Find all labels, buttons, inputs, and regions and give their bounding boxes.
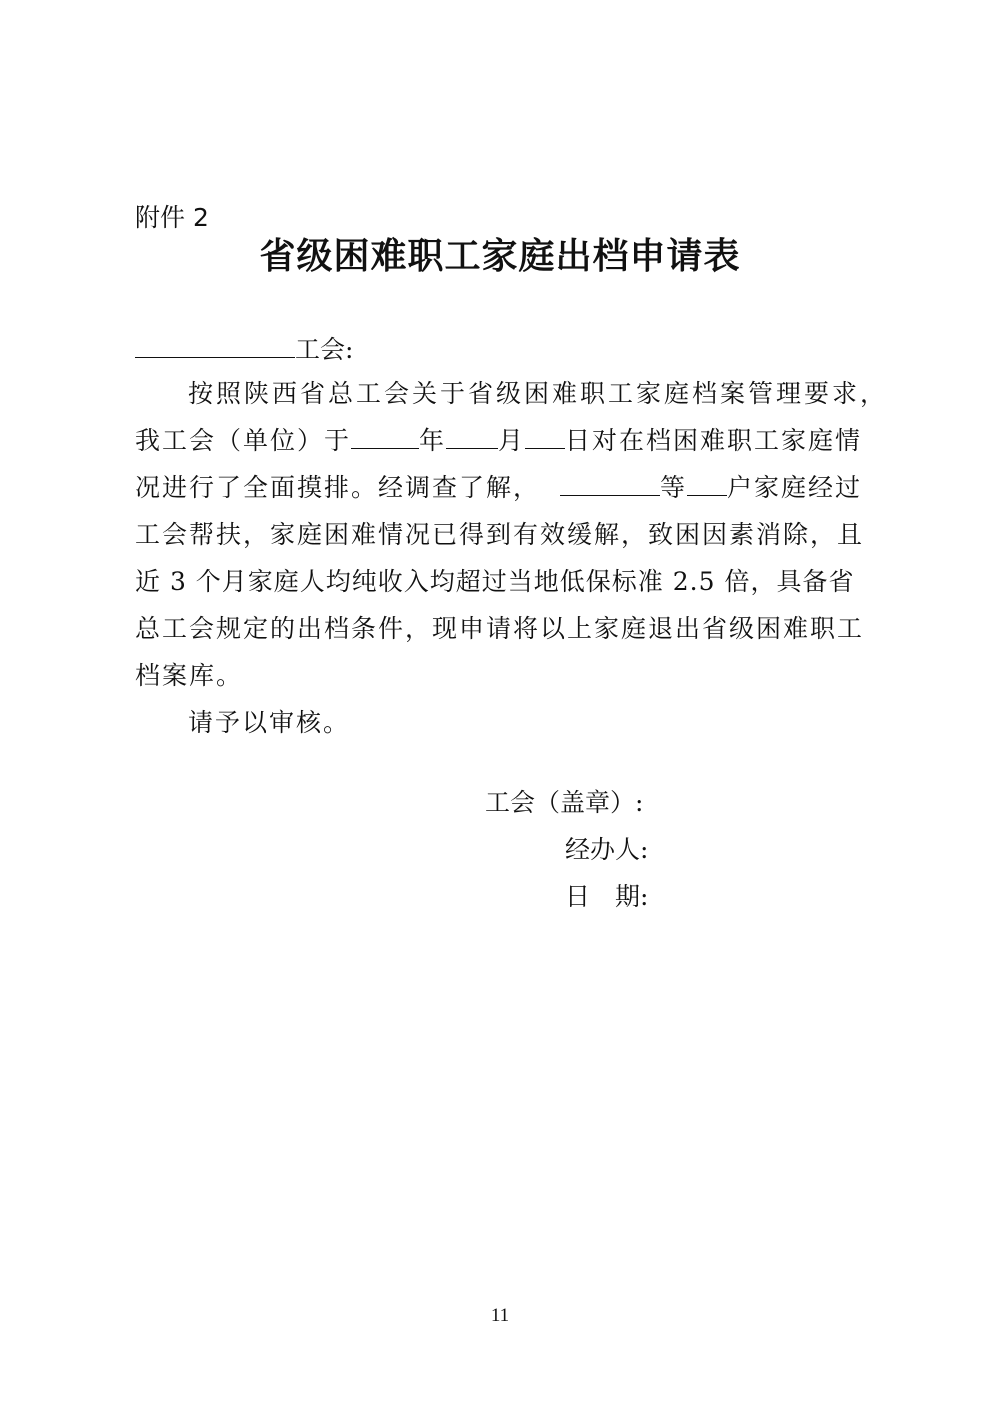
survey-text: 况进行了全面摸排。经调查了解， (135, 473, 541, 502)
review-request: 请予以审核。 (188, 708, 351, 737)
addressee-blank (135, 335, 295, 358)
date-label: 日 期: (565, 882, 649, 911)
body-line-4: 工会帮扶，家庭困难情况已得到有效缓解，致困因素消除，且 (135, 520, 865, 549)
addressee-line (135, 330, 353, 366)
names-blank (560, 473, 660, 496)
year-blank (351, 426, 419, 449)
body-line-1: 按照陕西省总工会关于省级困难职工家庭档案管理要求， (188, 379, 889, 408)
year-label: 年 (419, 426, 447, 455)
page-number: 11 (490, 1305, 510, 1326)
body-line-6: 总工会规定的出档条件，现申请将以上家庭退出省级困难职工 (135, 614, 865, 643)
day-blank (525, 426, 565, 449)
addressee-suffix: 工会: (295, 335, 354, 364)
body-line-3 (135, 468, 862, 504)
body-line-2 (135, 421, 862, 457)
month-blank (446, 426, 498, 449)
month-label: 月 (498, 426, 526, 455)
body-line-5: 近 3 个月家庭人均纯收入均超过当地低保标准 2.5 倍，具备省 (135, 567, 855, 596)
households-rest: 户家庭经过 (727, 473, 863, 502)
households-blank (687, 473, 727, 496)
day-rest: 日对在档困难职工家庭情 (565, 426, 863, 455)
union-seal-label: 工会（盖章）: (485, 788, 644, 817)
document-title: 省级困难职工家庭出档申请表 (259, 236, 741, 277)
body-line-7: 档案库。 (135, 661, 244, 690)
attachment-label: 附件 2 (135, 203, 209, 232)
handler-label: 经办人: (565, 835, 649, 864)
deng-label: 等 (660, 473, 688, 502)
date-intro: 我工会（单位）于 (135, 426, 352, 455)
